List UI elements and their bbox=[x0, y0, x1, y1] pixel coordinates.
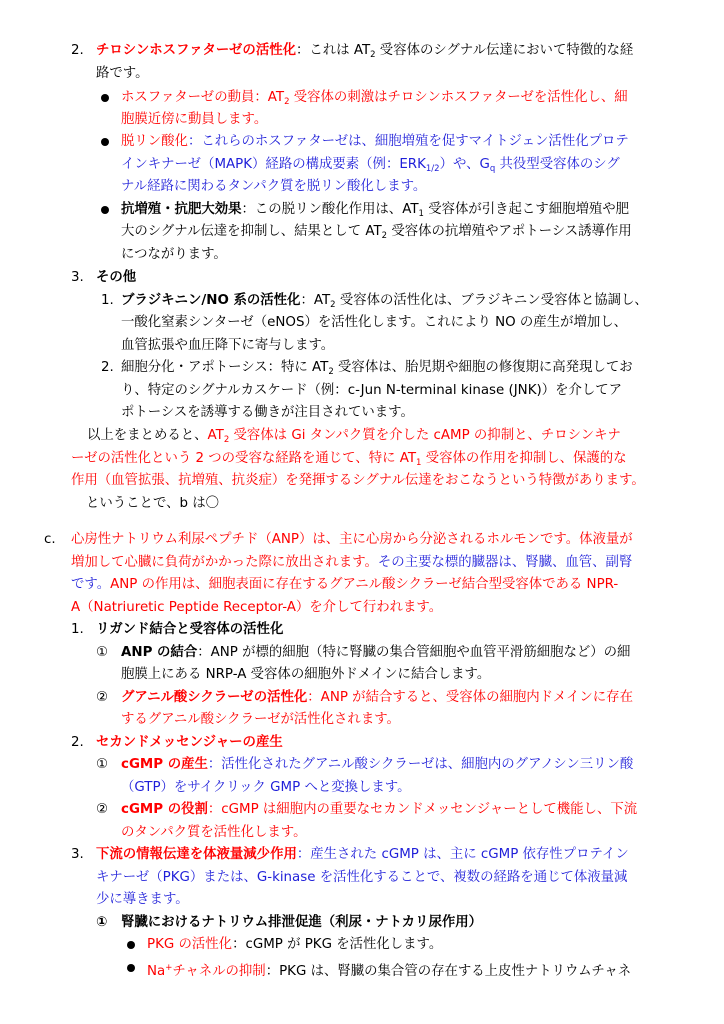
bullet2-title: 脱リン酸化 bbox=[121, 134, 188, 149]
c1b-mark: ② bbox=[96, 690, 109, 705]
bullet-dot bbox=[101, 94, 109, 102]
item2-bullet2-line1: 脱リン酸化：これらのホスファターゼは、細胞増殖を促すマイトジェン活性化プロテ bbox=[121, 134, 629, 149]
item2-line1: チロシンホスファターゼの活性化：これは $AT_2$ 受容体のシグナル伝達において特徴的な経 bbox=[96, 43, 634, 60]
item3-sub2-line2: り、特定のシグナルカスケード（例：c-Jun N-terminal kinase (JNK)）を介してア bbox=[121, 383, 623, 398]
c2-title: セカンドメッセンジャーの産生 bbox=[96, 735, 283, 750]
item3-number: 3. bbox=[71, 270, 84, 285]
c1a-mark: ① bbox=[96, 645, 109, 660]
bullet-dot bbox=[101, 206, 109, 214]
item2-bullet3-line2: 大のシグナル伝達を抑制し、結果として $AT_2$ 受容体の抗増殖やアポトーシス誘導作用 bbox=[121, 224, 632, 241]
item2-bullet1-line1: ホスファターゼの動員：$AT_2$ 受容体の刺激はチロシンホスファターゼを活性化し、細 bbox=[121, 90, 628, 107]
item2-number: 2. bbox=[71, 43, 84, 58]
bullet-dot bbox=[127, 964, 135, 972]
item2-line2: 路です。 bbox=[96, 66, 149, 81]
bullet1-title: ホスファターゼの動員 bbox=[121, 90, 255, 105]
item3-sub2-number: 2. bbox=[101, 360, 114, 375]
item2-title: チロシンホスファターゼの活性化 bbox=[96, 43, 296, 58]
c1a-line2: 胞膜上にある NRP-A 受容体の細胞外ドメインに結合します。 bbox=[121, 667, 491, 682]
c3-line3: 少に導きます。 bbox=[96, 892, 189, 907]
summary-line1: 以上をまとめると、$AT_2$ 受容体は Gi タンパク質を介した cAMP の抑制と、チロシンキナ bbox=[87, 428, 621, 445]
item2-bullet2-line2: インキナーゼ（MAPK）経路の構成要素（例：$ERK_{1/2}$）や、$G_q$ 共役型受容体のシグ bbox=[121, 157, 620, 174]
c2b-line2: のタンパク質を活性化します。 bbox=[121, 825, 307, 840]
item3-sub2-line3: ポトーシスを誘導する働きが注目されています。 bbox=[121, 405, 414, 420]
c3a-title: 腎臓におけるナトリウム排泄促進（利尿・ナトカリ尿作用） bbox=[121, 915, 483, 930]
c2-number: 2. bbox=[71, 735, 84, 750]
item2-bullet3-line3: につながります。 bbox=[121, 247, 227, 262]
c3-line1: 下流の情報伝達を体液量減少作用：産生された cGMP は、主に cGMP 依存性プロテイン bbox=[96, 847, 629, 862]
c2a-mark: ① bbox=[96, 757, 109, 772]
bullet3-title: 抗増殖・抗肥大効果 bbox=[121, 202, 242, 217]
section-c-line2: 増加して心臓に負荷がかかった際に放出されます。その主要な標的臓器は、腎臓、血管、副腎 bbox=[71, 555, 633, 570]
c3a-bullet1: PKG の活性化：cGMP が PKG を活性化します。 bbox=[147, 937, 443, 952]
item3-sub1-line2: 一酸化窒素シンターゼ（eNOS）を活性化します。これにより NO の産生が増加し、 bbox=[121, 315, 628, 330]
sub1-title: ブラジキニン/NO 系の活性化 bbox=[121, 293, 301, 308]
item2-bullet1-line2: 胞膜近傍に動員します。 bbox=[121, 112, 268, 127]
c2b-line1: cGMP の役割：cGMP は細胞内の重要なセカンドメッセンジャーとして機能し、下流 bbox=[121, 802, 638, 817]
item3-sub1-line3: 血管拡張や血圧降下に寄与します。 bbox=[121, 338, 335, 353]
c3a-bullet2: Na+チャネルの抑制：PKG は、腎臓の集合管の存在する上皮性ナトリウムチャネ bbox=[147, 963, 632, 979]
summary-line2: ーゼの活性化という 2 つの受容な経路を通じて、特に $AT_1$ 受容体の作用を抑制し、保護的な bbox=[71, 451, 627, 468]
item2-bullet2-line3: ナル経路に関わるタンパク質を脱リン酸化します。 bbox=[121, 179, 427, 194]
item3-title: その他 bbox=[96, 270, 137, 285]
c1b-line2: するグアニル酸シクラーゼが活性化されます。 bbox=[121, 712, 400, 727]
section-c-line4: A（Natriuretic Peptide Receptor-A）を介して行われます。 bbox=[71, 600, 443, 615]
bullet-dot bbox=[101, 138, 109, 146]
summary-line3: 作用（血管拡張、抗増殖、抗炎症）を発揮するシグナル伝達をおこなうという特徴があります。 bbox=[71, 473, 645, 488]
c1a-line1: ANP の結合：ANP が標的細胞（特に腎臓の集合管細胞や血管平滑筋細胞など）の細 bbox=[121, 645, 631, 660]
bullet-dot bbox=[127, 941, 135, 949]
c1-number: 1. bbox=[71, 622, 84, 637]
c2a-line2: （GTP）をサイクリック GMP へと変換します。 bbox=[121, 780, 411, 795]
c1-title: リガンド結合と受容体の活性化 bbox=[96, 622, 284, 637]
section-c-label: c. bbox=[44, 532, 56, 547]
item3-sub1-number: 1. bbox=[101, 293, 114, 308]
c2b-mark: ② bbox=[96, 802, 109, 817]
item2-bullet3-line1: 抗増殖・抗肥大効果：この脱リン酸化作用は、$AT_1$ 受容体が引き起こす細胞増殖や肥 bbox=[121, 202, 630, 219]
summary-conclusion: ということで、b は〇 bbox=[86, 496, 220, 511]
c3-number: 3. bbox=[71, 847, 84, 862]
c3-line2: キナーゼ（PKG）または、G-kinase を活性化することで、複数の経路を通じて体液量減 bbox=[96, 870, 628, 885]
c2a-line1: cGMP の産生：活性化されたグアニル酸シクラーゼは、細胞内のグアノシン三リン酸 bbox=[121, 757, 634, 772]
item3-sub1-line1: ブラジキニン/NO 系の活性化：$AT_2$ 受容体の活性化は、ブラジキニン受容体と協調し、 bbox=[121, 293, 648, 310]
c3a-mark: ① bbox=[96, 915, 108, 930]
c1b-line1: グアニル酸シクラーゼの活性化：ANP が結合すると、受容体の細胞内ドメインに存在 bbox=[121, 690, 633, 705]
section-c-line1: 心房性ナトリウム利尿ペプチド（ANP）は、主に心房から分泌されるホルモンです。体液量が bbox=[71, 532, 633, 547]
item3-sub2-line1: 細胞分化・アポトーシス：特に $AT_2$ 受容体は、胎児期や細胞の修復期に高発現してお bbox=[121, 360, 633, 377]
section-c-line3: です。ANP の作用は、細胞表面に存在するグアニル酸シクラーゼ結合型受容体である NPR- bbox=[71, 577, 619, 592]
